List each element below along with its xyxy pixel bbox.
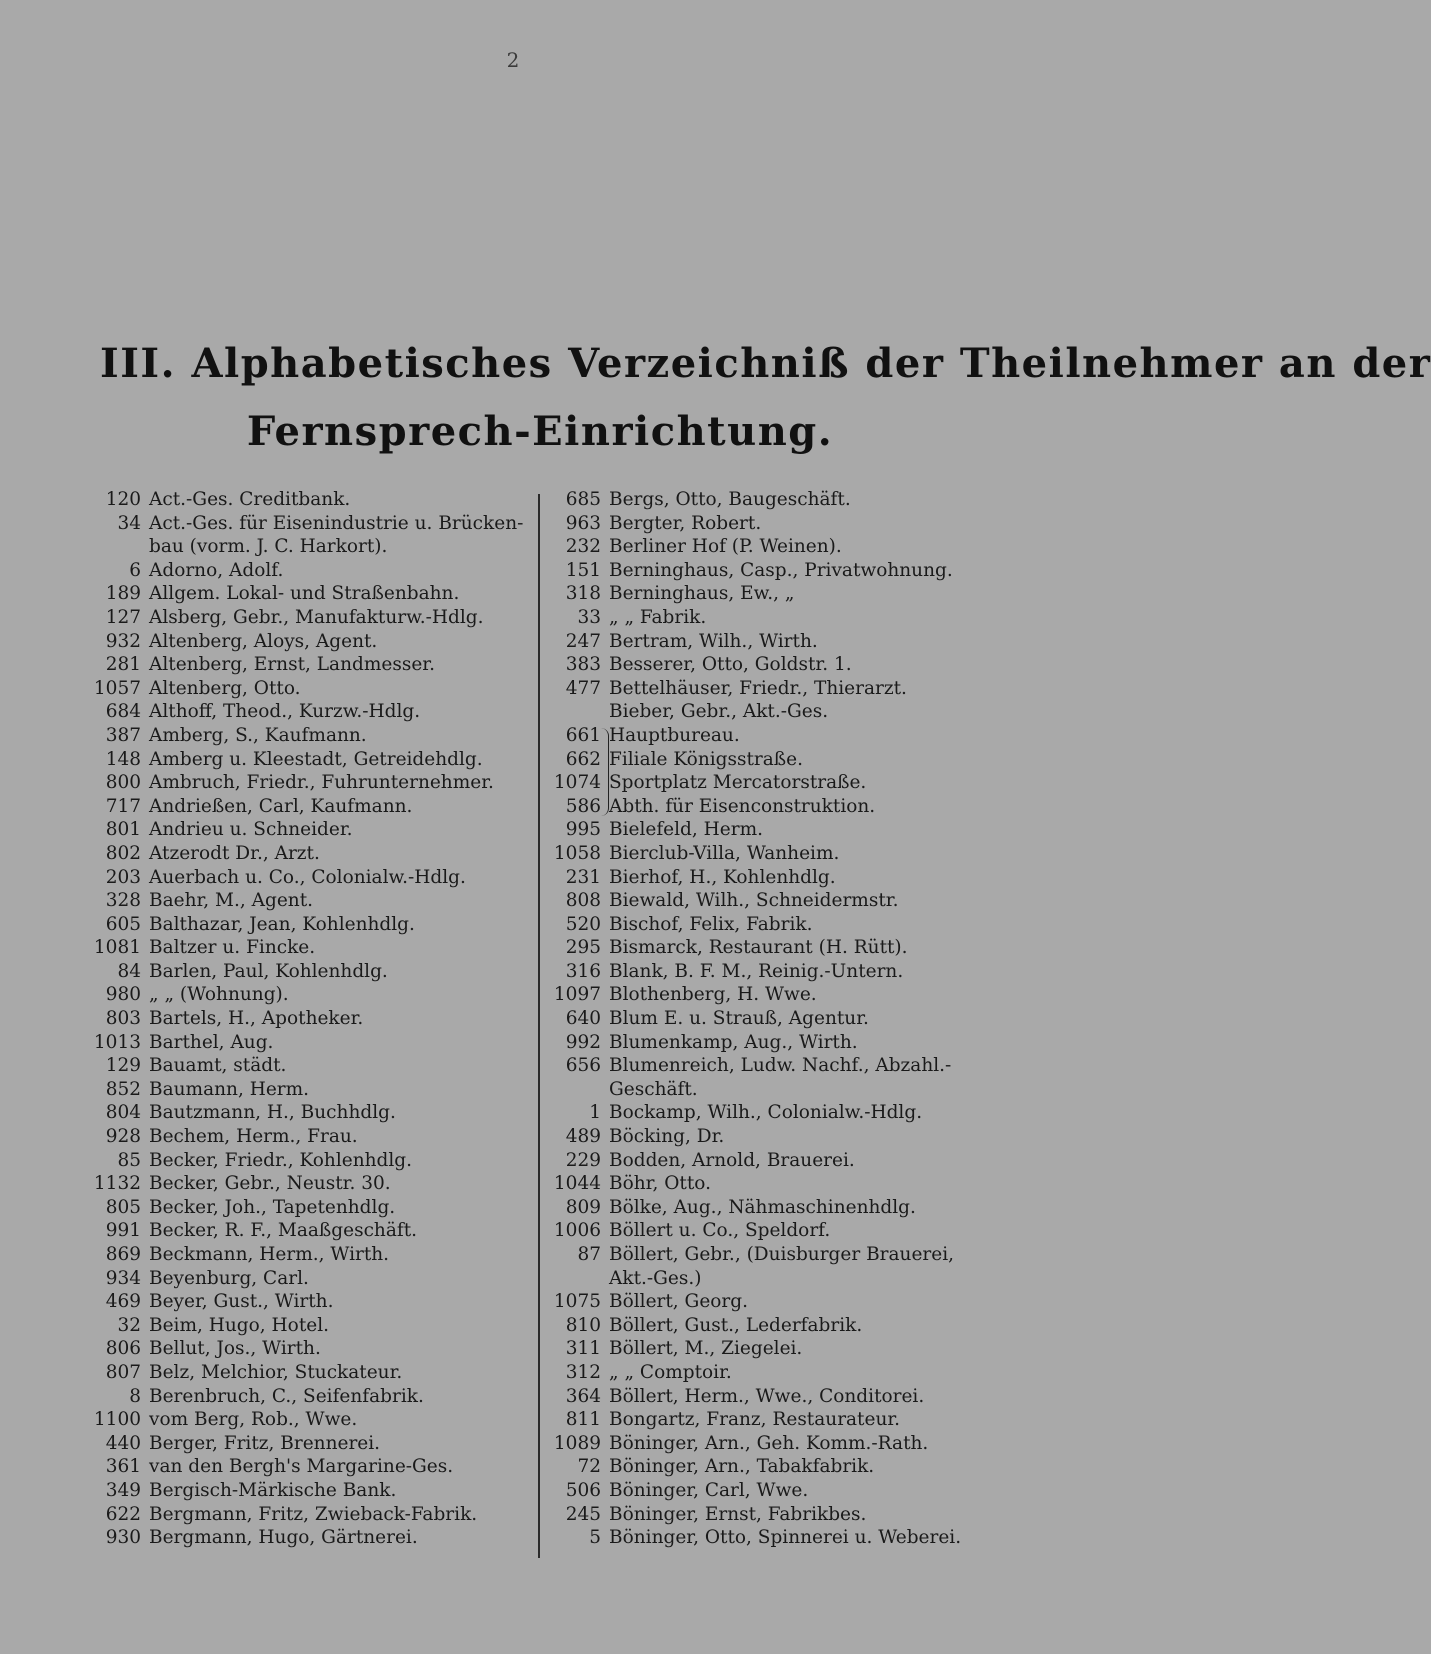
page-title [100,330,1431,466]
title-line-1: III. Alphabetisches Verzeichniß der Theilnehmer an der [100,340,1431,387]
entry-number: 803 [105,1008,141,1030]
entry-text: Beyenburg, Carl. [149,1267,309,1289]
entry-continuation: Geschäft. [609,1078,698,1100]
entry-number: 1081 [93,937,141,959]
list-item [85,795,525,819]
entry-text: Bierclub-Villa, Wanheim. [609,842,840,864]
entry-text: Bautzmann, H., Buchhdlg. [149,1102,396,1124]
entry-number: 980 [105,984,141,1006]
entry-number: 361 [105,1456,141,1478]
entry-text: Berninghaus, Casp., Privatwohnung. [609,559,953,581]
entry-number: 316 [565,960,601,982]
entry-number: 245 [565,1503,601,1525]
entry-number: 808 [565,890,601,912]
entry-number: 810 [565,1314,601,1336]
entry-number: 231 [565,866,601,888]
entry-number: 87 [577,1244,601,1265]
list-item [85,1455,525,1479]
entry-number: 32 [117,1314,141,1336]
right-column [545,488,985,1550]
list-item [545,795,985,819]
entry-text: Bartels, H., Apotheker. [149,1008,364,1030]
entry-number: 8 [129,1385,141,1407]
list-item [85,1196,525,1220]
list-item [85,1078,525,1102]
entry-number: 661 [565,724,601,746]
entry-number: 506 [565,1479,601,1501]
entry-text: Bergs, Otto, Baugeschäft. [609,489,851,510]
entry-text: Atzerodt Dr., Arzt. [149,842,320,864]
list-item [85,748,525,772]
entry-number: 440 [105,1432,141,1454]
entry-number: 1075 [553,1291,601,1313]
entry-text: Blothenberg, H. Wwe. [609,984,817,1006]
entry-text: Berliner Hof (P. Weinen). [609,536,842,558]
title-line-2: Fernsprech-Einrichtung. [246,408,834,455]
entry-number: 869 [105,1244,141,1265]
list-item [85,1219,525,1243]
list-item [545,1101,985,1125]
entry-text: Becker, Gebr., Neustr. 30. [149,1173,391,1195]
list-item [85,1149,525,1173]
list-item [85,1432,525,1456]
list-item [85,771,525,795]
entry-text: Bellut, Jos., Wirth. [149,1338,321,1360]
entry-number: 318 [565,583,601,605]
entry-text: Barthel, Aug. [149,1031,274,1053]
entry-text: Böllert, M., Ziegelei. [609,1338,803,1360]
list-item [545,653,985,677]
entry-number: 800 [105,772,141,794]
entry-text: Bergter, Robert. [609,512,762,534]
entry-text: Bechem, Herm., Frau. [149,1126,358,1148]
list-item [85,913,525,937]
entry-number: 469 [105,1291,141,1313]
entry-text: Belz, Melchior, Stuckateur. [149,1361,403,1383]
entry-number: 477 [565,677,601,699]
entry-text: Böllert, Georg. [609,1291,748,1313]
entry-text: Balthazar, Jean, Kohlenhdlg. [149,913,415,935]
entry-number: 311 [565,1338,601,1360]
list-item [85,983,525,1007]
entry-text: Böninger, Otto, Spinnerei u. Weberei. [609,1527,962,1549]
entry-number: 852 [105,1078,141,1100]
list-item [85,1054,525,1078]
entry-text: Amberg, S., Kaufmann. [149,724,367,746]
entry-text: Bierhof, H., Kohlenhdlg. [609,866,836,888]
entry-text: Beim, Hugo, Hotel. [149,1314,330,1336]
entry-number: 349 [105,1479,141,1501]
brace-mark [601,728,609,816]
list-item [545,1007,985,1031]
entry-text: Becker, R. F., Maaßgeschäft. [149,1220,418,1242]
list-item [85,1101,525,1125]
list-item [545,630,985,654]
list-item [85,559,525,583]
entry-number: 127 [105,606,141,628]
list-item [85,1125,525,1149]
entry-number: 520 [565,913,601,935]
bieber-heading: Bieber, Gebr., Akt.-Ges. [609,701,829,723]
entry-number: 72 [577,1456,601,1478]
entry-number: 1058 [553,842,601,864]
entry-number: 605 [105,913,141,935]
entry-number: 312 [565,1361,601,1383]
list-item [545,1479,985,1503]
entry-text: Filiale Königsstraße. [609,748,803,770]
list-item [85,1385,525,1409]
entry-text: Bergisch-Märkische Bank. [149,1479,397,1501]
list-item [545,1196,985,1220]
page-number: 2 [506,48,520,72]
entry-text: Becker, Friedr., Kohlenhdlg. [149,1149,413,1171]
entry-text: Bismarck, Restaurant (H. Rütt). [609,937,908,959]
list-item [85,653,525,677]
entry-text: Baehr, M., Agent. [149,890,314,912]
entry-text: Bodden, Arnold, Brauerei. [609,1149,855,1171]
entry-text: Bauamt, städt. [149,1055,287,1077]
entry-text: Berninghaus, Ew., „ [609,583,795,605]
entry-number: 811 [565,1409,601,1431]
list-item [545,488,985,512]
entry-number: 328 [105,890,141,912]
list-item [85,936,525,960]
list-item [545,1290,985,1314]
entry-text: Andrießen, Carl, Kaufmann. [149,795,413,817]
entry-text: Act.-Ges. Creditbank. [149,489,351,510]
entry-number: 802 [105,842,141,864]
entry-number: 84 [117,960,141,982]
list-item [545,1385,985,1409]
entry-text: Besserer, Otto, Goldstr. 1. [609,654,852,676]
entry-number: 489 [565,1126,601,1148]
entry-text: Althoff, Theod., Kurzw.-Hdlg. [149,701,421,723]
entry-number: 33 [577,606,601,628]
entry-number: 622 [105,1503,141,1525]
entry-number: 203 [105,866,141,888]
list-item [545,983,985,1007]
list-item [545,866,985,890]
entry-text: Adorno, Adolf. [149,559,284,581]
entry-text: Biewald, Wilh., Schneidermstr. [609,890,899,912]
entry-text: Bölke, Aug., Nähmaschinenhdlg. [609,1196,916,1218]
entry-number: 932 [105,630,141,652]
entry-number: 1006 [553,1220,601,1242]
entry-number: 809 [565,1196,601,1218]
list-item [545,842,985,866]
list-item [85,606,525,630]
entry-number: 991 [105,1220,141,1242]
entry-text: Allgem. Lokal- und Straßenbahn. [149,583,460,605]
list-item [545,818,985,842]
entry-text: Böninger, Arn., Geh. Komm.-Rath. [609,1432,929,1454]
entry-number: 717 [105,795,141,817]
entry-text: Amberg u. Kleestadt, Getreidehdlg. [149,748,483,770]
list-item [85,724,525,748]
list-item [85,630,525,654]
entry-number: 1074 [553,772,601,794]
entry-number: 807 [105,1361,141,1383]
entry-number: 6 [129,559,141,581]
list-item [85,677,525,701]
list-item [85,512,525,536]
entry-text: Böllert u. Co., Speldorf. [609,1220,831,1242]
entry-text: Ambruch, Friedr., Fuhrunternehmer. [149,772,494,794]
entry-number: 1044 [553,1173,601,1195]
entry-number: 934 [105,1267,141,1289]
entry-number: 806 [105,1338,141,1360]
entry-text: Blum E. u. Strauß, Agentur. [609,1008,869,1030]
entry-number: 995 [565,819,601,841]
entry-text: Altenberg, Ernst, Landmesser. [149,654,435,676]
entry-number: 151 [565,559,601,581]
entry-number: 684 [105,701,141,723]
list-item [545,960,985,984]
list-item [85,1290,525,1314]
entry-continuation: bau (vorm. J. C. Harkort). [149,536,388,558]
entry-text: Bongartz, Franz, Restaurateur. [609,1409,901,1431]
list-item [545,1337,985,1361]
list-item [85,889,525,913]
entry-text: Beyer, Gust., Wirth. [149,1291,334,1313]
entry-text: „ „ (Wohnung). [149,984,289,1006]
list-item [85,1172,525,1196]
list-item [85,488,525,512]
entry-text: Bertram, Wilh., Wirth. [609,630,818,652]
entry-number: 805 [105,1196,141,1218]
list-item [85,1267,525,1291]
entry-text: Baltzer u. Fincke. [149,937,316,959]
entry-text: Bergmann, Fritz, Zwieback-Fabrik. [149,1503,478,1525]
list-item [545,771,985,795]
entry-number: 383 [565,654,601,676]
list-item [545,559,985,583]
entry-number: 5 [589,1527,601,1549]
entry-text: Baumann, Herm. [149,1078,310,1100]
entry-text: Blumenkamp, Aug., Wirth. [609,1031,858,1053]
entry-text: Böllert, Herm., Wwe., Conditorei. [609,1385,925,1407]
bieber-items [545,724,985,818]
entry-text: Berenbruch, C., Seifenfabrik. [149,1385,424,1407]
list-item [545,1219,985,1243]
list-item [85,960,525,984]
list-item [85,1526,525,1550]
entry-number: 1089 [553,1432,601,1454]
entry-text: Barlen, Paul, Kohlenhdlg. [149,960,388,982]
entry-number: 1100 [93,1409,141,1431]
list-item [545,582,985,606]
left-column [85,488,525,1550]
entry-number: 640 [565,1008,601,1030]
entry-number: 656 [565,1055,601,1077]
list-item [85,1479,525,1503]
entry-number: 928 [105,1126,141,1148]
entry-text: „ „ Fabrik. [609,606,707,628]
list-item [545,512,985,536]
entry-number: 281 [105,654,141,676]
entry-text: Böhr, Otto. [609,1173,711,1195]
entry-text: Bergmann, Hugo, Gärtnerei. [149,1527,418,1549]
entry-text: Böninger, Carl, Wwe. [609,1479,809,1501]
entry-text: Böllert, Gust., Lederfabrik. [609,1314,863,1336]
list-item [545,606,985,630]
entry-text: Bischof, Felix, Fabrik. [609,913,813,935]
list-item [85,1361,525,1385]
entry-number: 992 [565,1031,601,1053]
entry-text: Auerbach u. Co., Colonialw.-Hdlg. [149,866,466,888]
entry-number: 1013 [93,1031,141,1053]
list-item [545,889,985,913]
entry-text: Alsberg, Gebr., Manufakturw.-Hdlg. [149,606,484,628]
right-list-b [545,818,985,1549]
entry-number: 685 [565,489,601,510]
list-item [85,1408,525,1432]
entry-number: 247 [565,630,601,652]
right-list-a [545,488,985,700]
list-item [545,1361,985,1385]
entry-number: 120 [105,489,141,510]
list-item [85,1243,525,1267]
entry-number: 148 [105,748,141,770]
list-item [85,866,525,890]
entry-text: Böcking, Dr. [609,1126,725,1148]
list-item [545,913,985,937]
entry-number: 1 [589,1102,601,1124]
entry-text: Berger, Fritz, Brennerei. [149,1432,381,1454]
list-item [85,1031,525,1055]
list-item [85,1503,525,1527]
list-item [545,748,985,772]
entry-text: Bielefeld, Herm. [609,819,763,841]
entry-text: „ „ Comptoir. [609,1361,732,1383]
entry-text: Blank, B. F. M., Reinig.-Untern. [609,960,904,982]
list-item [545,724,985,748]
entry-text: Sportplatz Mercatorstraße. [609,772,867,794]
list-item [545,1054,985,1078]
entry-number: 129 [105,1055,141,1077]
entry-text: Bettelhäuser, Friedr., Thierarzt. [609,677,907,699]
entry-number: 295 [565,937,601,959]
entry-text: van den Bergh's Margarine-Ges. [149,1456,454,1478]
entry-number: 1057 [93,677,141,699]
list-item [85,1314,525,1338]
entry-number: 586 [565,795,601,817]
entry-continuation: Akt.-Ges.) [609,1267,702,1289]
entry-text: Altenberg, Aloys, Agent. [149,630,378,652]
list-item [545,1149,985,1173]
entry-number: 930 [105,1527,141,1549]
list-item [545,1408,985,1432]
list-item [85,1337,525,1361]
entry-text: Abth. für Eisenconstruktion. [609,795,876,817]
entry-text: Becker, Joh., Tapetenhdlg. [149,1196,396,1218]
entry-text: Böninger, Ernst, Fabrikbes. [609,1503,867,1525]
list-item [545,535,985,559]
list-item [545,1455,985,1479]
list-item [85,582,525,606]
entry-number: 34 [117,512,141,534]
entry-number: 364 [565,1385,601,1407]
entry-text: Act.-Ges. für Eisenindustrie u. Brücken- [149,512,524,534]
list-item [545,1172,985,1196]
entry-number: 229 [565,1149,601,1171]
entry-text: vom Berg, Rob., Wwe. [149,1409,358,1431]
bieber-group [545,700,985,818]
list-item [85,700,525,724]
list-item [545,1243,985,1267]
entry-text: Blumenreich, Ludw. Nachf., Abzahl.- [609,1055,952,1077]
entry-number: 963 [565,512,601,534]
entry-text: Bockamp, Wilh., Colonialw.-Hdlg. [609,1102,923,1124]
entry-number: 662 [565,748,601,770]
list-item [545,1031,985,1055]
entry-text: Andrieu u. Schneider. [149,819,353,841]
entry-number: 1097 [553,984,601,1006]
entry-text: Hauptbureau. [609,724,740,746]
list-item [545,1503,985,1527]
entry-number: 232 [565,536,601,558]
entry-number: 387 [105,724,141,746]
list-item [85,842,525,866]
entry-text: Beckmann, Herm., Wirth. [149,1244,390,1265]
list-item [545,1526,985,1550]
column-divider [538,494,540,1558]
entry-number: 801 [105,819,141,841]
list-item [85,818,525,842]
entry-text: Altenberg, Otto. [149,677,301,699]
entry-text: Böllert, Gebr., (Duisburger Brauerei, [609,1244,954,1265]
list-item [545,677,985,701]
entry-number: 804 [105,1102,141,1124]
entry-number: 85 [117,1149,141,1171]
list-item [545,1432,985,1456]
entry-number: 1132 [93,1173,141,1195]
entry-text: Böninger, Arn., Tabakfabrik. [609,1456,875,1478]
list-item [545,1125,985,1149]
list-item [85,1007,525,1031]
list-item [545,1314,985,1338]
list-item [545,936,985,960]
entry-number: 189 [105,583,141,605]
